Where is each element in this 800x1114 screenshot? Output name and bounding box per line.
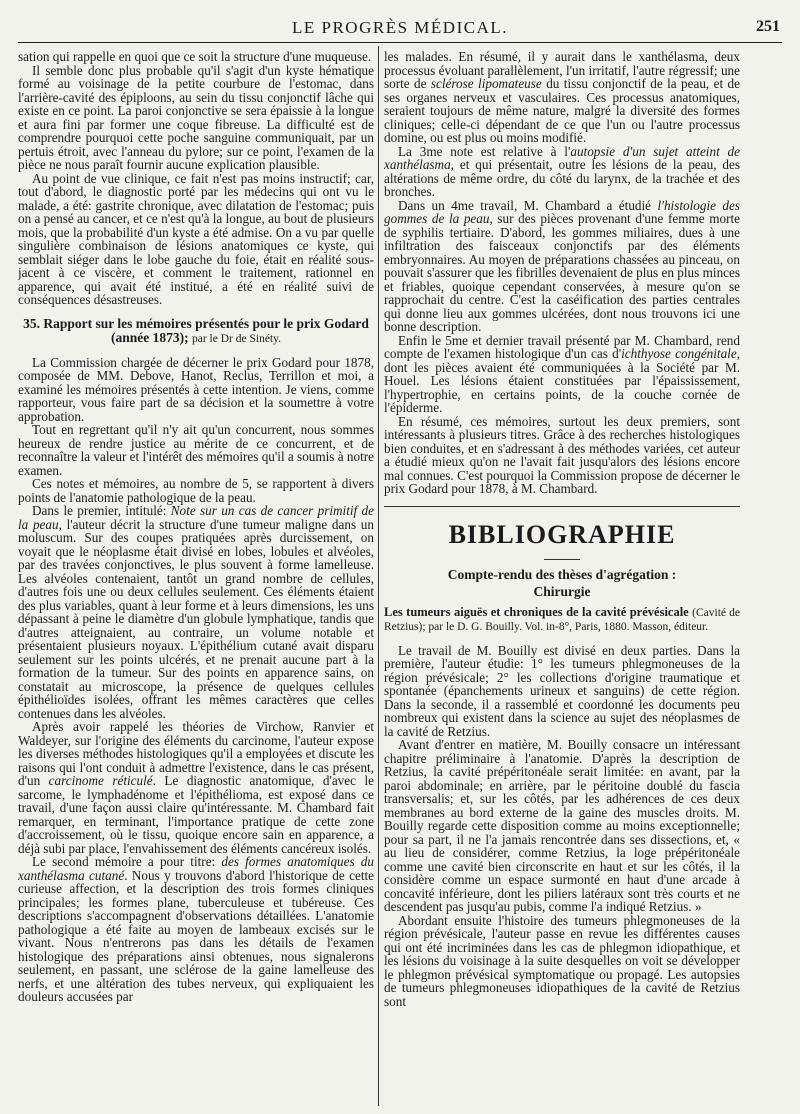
- text-run: les malades. En résumé, il y aurait dans le xanthélasma, deux processus évoluant parallèlement, l'un irritatif, l'autre régressif; une sorte de: [384, 50, 740, 91]
- section-author: par le Dr de Sinéty.: [192, 332, 281, 345]
- emphasis: sclérose lipomateuse: [430, 76, 542, 91]
- text-run: du tissu conjonctif de la peau, et de ses organes nerveux et vasculaires. Ces processus anatomiques, seraient toujours de même nature, malgré la diversité des formes cliniques; celle-ci dépendant de ce que l'un ou l'autre processus domine, ou est plus ou moins modifié.: [384, 76, 740, 145]
- text-run: Dans un 4me travail, M. Chambard a étudié: [398, 197, 658, 213]
- text-run: Après avoir rappelé les théories de Virchow, Ranvier et Waldeyer, sur l'origine des éléments du carcinome, l'auteur expose les diverses méthodes histologiques qu'il a employées et discute les raisons qui l'ont conduit à admettre l'existence, dans le cas présent, d'un: [18, 719, 374, 788]
- text-run: . Le diagnostic anatomique, d'avec le sarcome, le lymphadénome et l'épithélioma, est exposé dans ce travail, d'une façon aussi claire qu'intéressante. M. Chambard fait remarquer, en terminant, l'importance pratique de cette zone d'accroissement, où le tissu, quoique encore sain en apparence, a déjà subi par place, l'envahissement des éléments cancéreux isolés.: [18, 773, 374, 856]
- bibliography-subtitle: Compte-rendu des thèses d'agrégation :: [447, 566, 677, 582]
- memoir-title: des formes anatomiques du xanthélasma cutané: [18, 854, 374, 883]
- section-title: 35. Rapport sur les mémoires présentés pour le prix Godard (année 1873);: [23, 315, 369, 345]
- page-header: [18, 14, 782, 43]
- right-column: [384, 50, 740, 1102]
- paragraph: sation qui rappelle en quoi que ce soit la structure d'une muqueuse.: [18, 50, 372, 64]
- text-run: , dont les pièces avaient été communiquées à la Société par M. Houel. Les lésions étaient constituées par l'épaississement, l'hypertrophie, en certains points, de la couche cornée de l'épiderme.: [384, 346, 740, 415]
- left-column: [18, 50, 374, 1102]
- paragraph: [384, 334, 740, 415]
- text-run: , et qui présentait, outre les lésions de la peau, des altérations de même ordre, du côté du larynx, de la trachée et des bronches.: [384, 157, 740, 199]
- entry-title: Les tumeurs aiguës et chroniques de la cavité prévésicale: [384, 604, 689, 619]
- bibliography-category: Chirurgie: [533, 583, 591, 599]
- text-run: . Nous y trouvons d'abord l'historique de cette curieuse affection, et la description des trois formes cliniques principales; les formes plane, tuberculeuse et tubéreuse. Ces descriptions s'accompagnent d'observations détaillées. L'anatomie pathologique a été faite au moyen de lambeaux excisés sur le vivant. Nous n'entrerons pas dans les détails de l'examen histologique des préparations ainsi obtenues, nous signalerons seulement, en passant, une sclérose de la gaine lamelleuse des nerfs, et une altération des tubes nerveux, qui expliquaient les douleurs accusées par: [18, 867, 374, 1004]
- memoir-title: Note sur un cas de cancer primitif de la peau: [18, 503, 374, 532]
- bibliography-section: [384, 506, 740, 1009]
- paragraph: Tout en regrettant qu'il n'y ait qu'un concurrent, nous sommes heureux de rendre justice au mérite de ce concurrent, et de reconnaître la valeur et l'intérêt des mémoires qu'il a soumis à notre examen.: [18, 422, 374, 478]
- journal-title: LE PROGRÈS MÉDICAL.: [292, 18, 508, 37]
- paragraph: Avant d'entrer en matière, M. Bouilly consacre un intéressant chapitre préliminaire à l'anatomie. D'après la description de Retzius, la cavité prépéritonéale serait limitée: en avant, par la paroi abdominale; en arrière, par le péritoine doublé du fascia transversalis; et, sur les côtés, par les adhérences de ces deux membranes au bord externe de la gaine des muscles droits. M. Bouilly regarde cette disposition comme au moins exceptionnelle; pour sa part, il ne l'a jamais rencontrée dans ses dissections, et, « au lieu de considérer, comme Retzius, la loge prépéritonéale comme une cavité bien circonscrite en haut et sur les côtés, il la considère comme un espace surmonté en haut d'une arcade à concavité inférieure, dont les piliers latéraux sont très courts et ne descendent pas jusqu'au pubis, comme l'a indiqué Retzius. »: [384, 737, 740, 914]
- paragraph: Abordant ensuite l'histoire des tumeurs phlegmoneuses de la région prévésicale, l'auteur passe en revue les différentes causes qui ont été incriminées dans les cas de phlegmon idiopathique, et les lésions du voisinage à la suite desquelles on voit se développer le phlegmon prévésical symptomatique ou propagé. Les autopsies de tumeurs phlegmoneuses idiopathiques de la cavité de Retzius sont: [384, 912, 740, 1009]
- paragraph: [384, 145, 740, 199]
- paragraph: Au point de vue clinique, ce fait n'est pas moins instructif; car, tout d'abord, le diagnostic porté par les médecins qui ont vu le malade, a été: gastrite chronique, avec dilatation de l'estomac; puis on a pensé au cancer, et ce n'est qu'à la longue, au bout de plusieurs mois, que la probabilité d'un kyste a été admise. On a vu par quelle singulière combinaison de lésions anatomiques ce kyste, qui semblait siéger dans le lobe gauche du foie, était en réalité sous-jacent à ce viscère, et comment le traitement, rationnel en apparence, qui avait été institué, a été en réalité suivi de conséquences désastreuses.: [18, 170, 374, 307]
- text-run: Dans le premier, intitulé:: [32, 503, 171, 518]
- emphasis: carcinome réticulé: [48, 773, 153, 788]
- emphasis: autopsie d'un sujet atteint de xanthélasma: [384, 143, 740, 172]
- bibliography-title: BIBLIOGRAPHIE: [448, 519, 676, 549]
- paragraph: [384, 199, 740, 334]
- paragraph: Il semble donc plus probable qu'il s'agit d'un kyste hématique formé au voisinage de la petite courbure de l'estomac, dans l'arrière-cavité des épiploons, au sein du tissu conjonctif lâche qui existe en ce point. La paroi conjonctive se sera épaissie à la longue et aura fini par former une coque fibreuse. La difficulté est de comprendre pourquoi cette poche sanguine communiquait, par un pertuis étroit, avec l'anneau du pylore; sur ce point, l'examen de la pièce ne nous paraît fournir aucune explication plausible.: [18, 62, 374, 172]
- entry-meta: (Cavité de Retzius); par le D. G. Bouilly. Vol. in-8°, Paris, 1880. Masson, éditeur.: [384, 606, 740, 633]
- paragraph: [18, 504, 374, 720]
- text-run: La 3me note est relative à l': [398, 143, 571, 159]
- text-run: , l'auteur décrit la structure d'une tumeur maligne dans un moluscum. Sur des coupes pratiquées après durcissement, on voyait que le néoplasme était divisé en lobes, lobules et alvéoles, par des travées conjonctives, le plus souvent à forme lamelleuse. Les alvéoles contenaient, tantôt un grand nombre de cellules, d'autres fois une ou deux cellules seulement. Ces éléments étaient des plus variables, quant à leur forme et à leurs dimensions, les uns dépassant à peine le diamètre d'un globule lymphatique, tandis que d'autres atteignaient, au contraire, un volume notable et présentaient plusieurs noyaux. L'épithélium cutané avait disparu seulement sur les points ulcérés, et ne prenait aucune part à la formation de la tumeur. Sur des points en apparence sains, on constatait au microscope, la présence de quelques cellules épithélioïdes isolées, offrant les mêmes caractères que celles contenues dans les alvéoles.: [18, 516, 374, 721]
- text-run: Enfin le 5me et dernier travail présenté par M. Chambard, rend compte de l'examen histologique d'un cas d': [384, 332, 740, 361]
- paragraph: [18, 855, 374, 1004]
- paragraph: Le travail de M. Bouilly est divisé en deux parties. Dans la première, l'auteur étudie: 1° les tumeurs phlegmoneuses de la région prévésicale; 2° les collections d'origine traumatique et spontanée (épanchements urineux et sanguins) de cette région. Dans la seconde, il a rassemblé et coordonné les documents peu nombreux qui existent dans la science au sujet des néoplasmes de la cavité de Retzius.: [384, 642, 740, 739]
- divider: [544, 559, 580, 560]
- text-run: , sur des pièces provenant d'une femme morte de syphilis tertiaire. D'abord, les gommes miliaires, dues à une infiltration des faisceaux conjonctifs par des éléments embryonnaires. Au moyen de préparations chassées au pinceau, on pouvait s'assurer que les fibrilles devenaient de plus en plus minces et friables, quoique cependant conservées, à mesure qu'on se rapprochait du centre. C'est la caséification des parties centrales qui donne lieu aux gommes ulcérées, dont nous trouvons ici une bonne description.: [384, 211, 740, 334]
- paragraph: Ces notes et mémoires, au nombre de 5, se rapportent à divers points de l'anatomie pathologique de la peau.: [18, 476, 374, 505]
- paragraph: [384, 50, 740, 145]
- paragraph: [18, 720, 374, 855]
- emphasis: ichthyose congénitale: [621, 346, 737, 361]
- paragraph: En résumé, ces mémoires, surtout les deux premiers, sont intéressants à plusieurs titres. Grâce à des recherches histologiques bien conduites, et en s'adressant à des méthodes variées, cet auteur a étudié mieux qu'on ne l'avait fait jusqu'alors des lésions encore mal connues. C'est pourquoi la Commission propose de décerner le prix Godard pour 1878, à M. Chambard.: [384, 413, 740, 496]
- section-heading: [18, 317, 374, 346]
- column-divider: [378, 46, 379, 1106]
- page-number: 251: [756, 18, 780, 35]
- bibliography-entry: [384, 606, 740, 634]
- text-run: Le second mémoire a pour titre:: [32, 854, 222, 869]
- emphasis: l'histologie des gommes de la peau: [384, 197, 740, 226]
- paragraph: La Commission chargée de décerner le prix Godard pour 1878, composée de MM. Debove, Hanot, Reclus, Terrillon et moi, a examiné les mémoires présentés à cette intention. Je viens, comme rapporteur, vous faire part de sa décision et la soumettre à votre approbation.: [18, 354, 374, 424]
